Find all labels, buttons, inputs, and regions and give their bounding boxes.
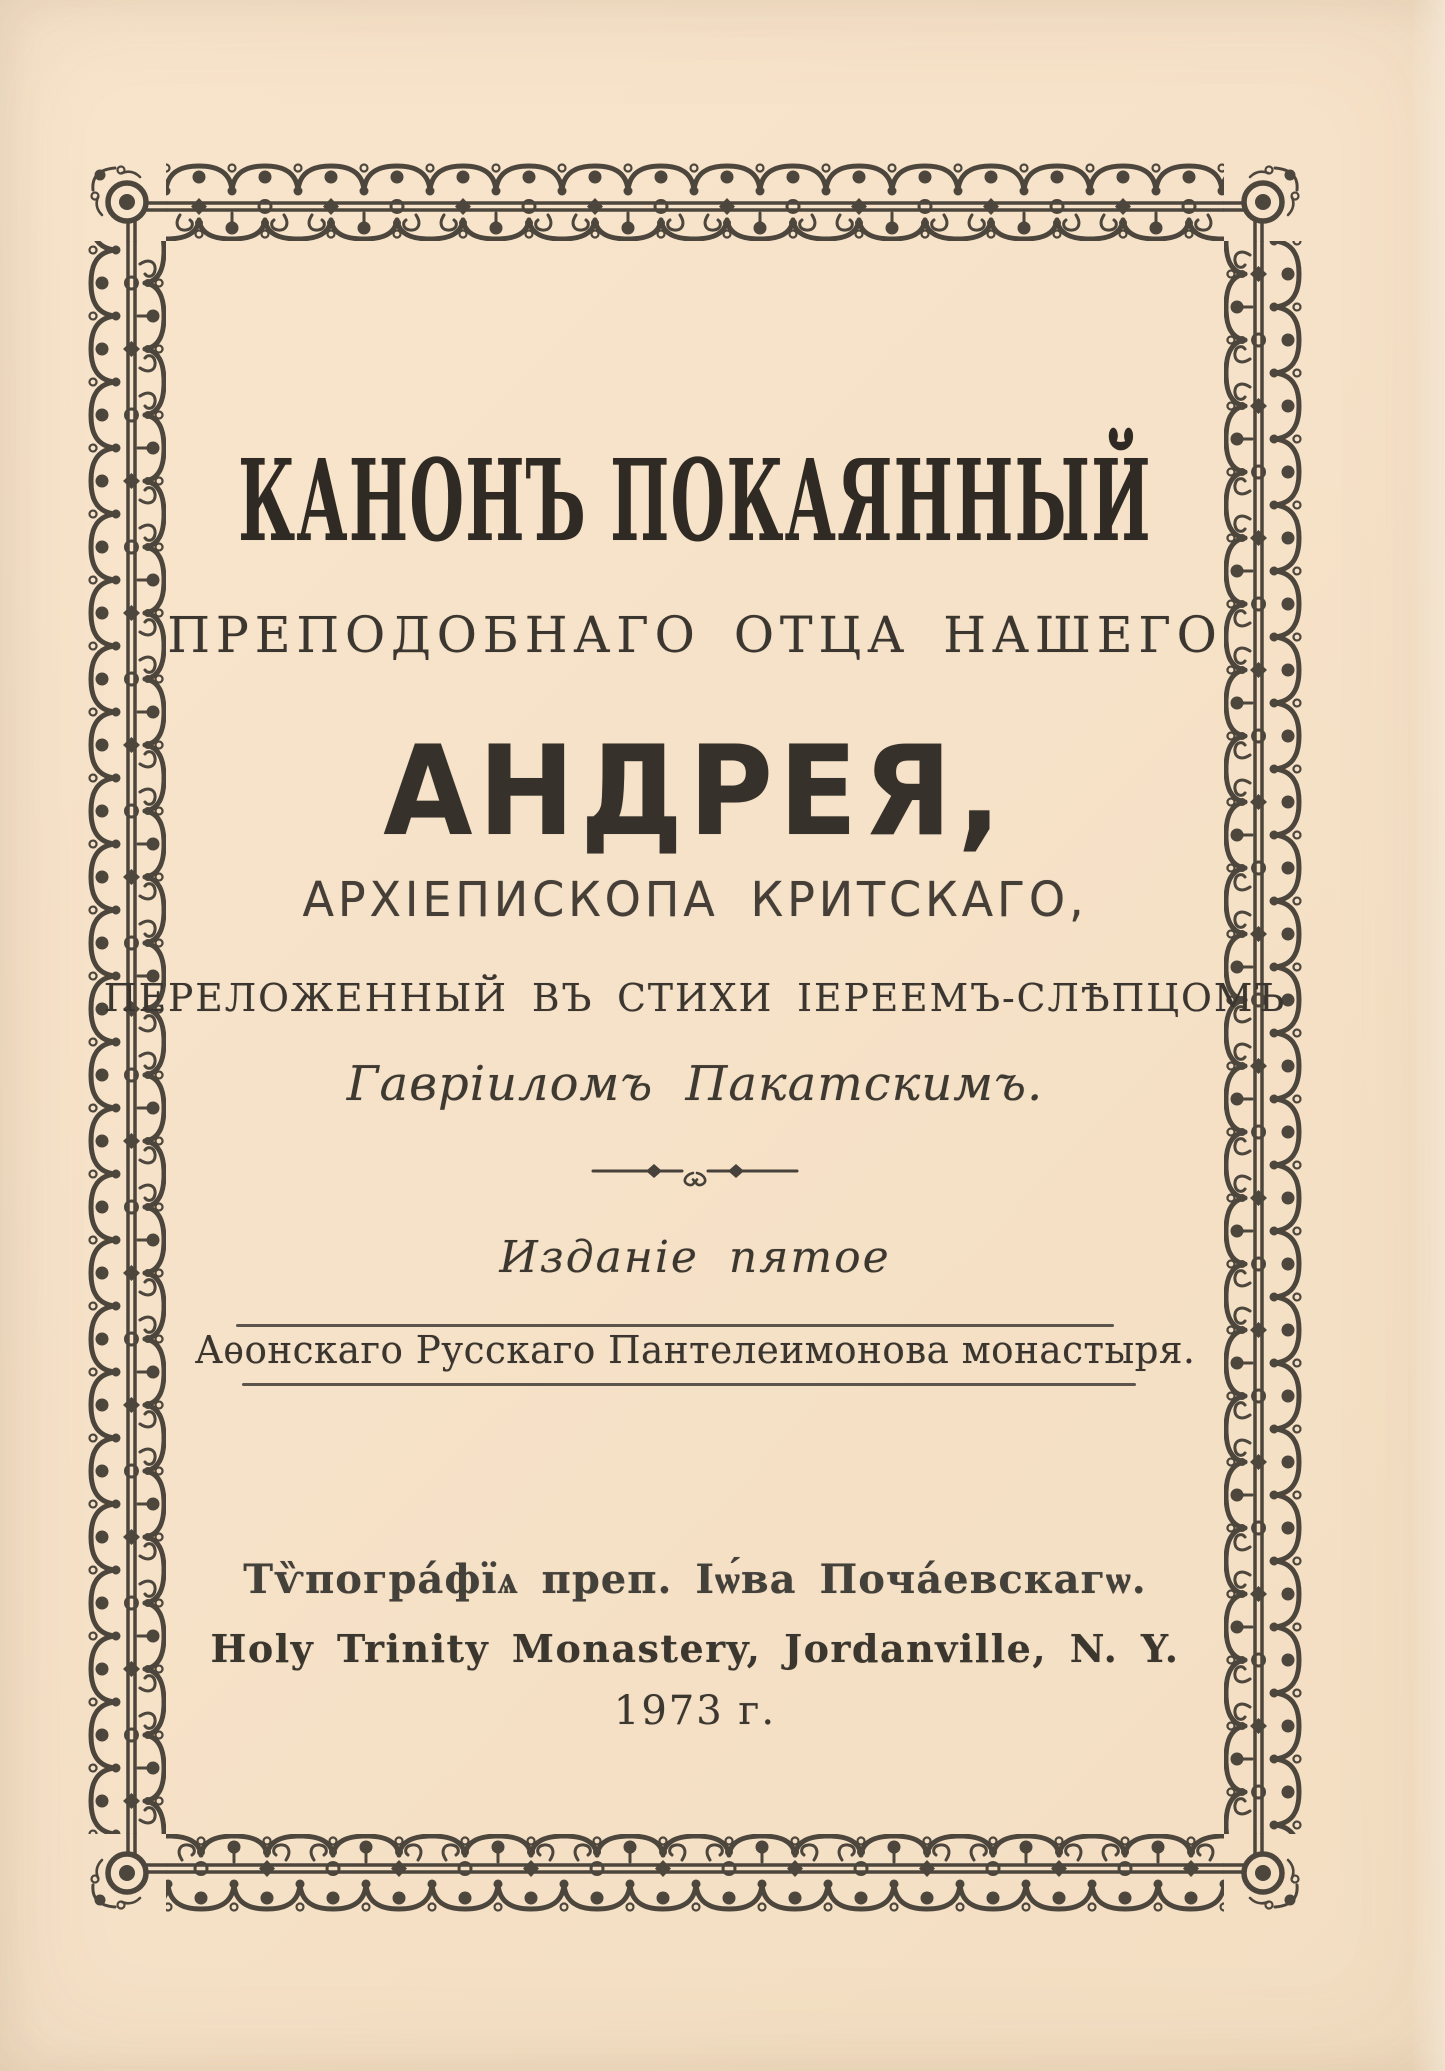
horizontal-rule-top [236,1324,1114,1327]
publisher-line: Аѳонскаго Русскаго Пантелеимонова монастыря. [194,1328,1196,1372]
author-name: Гавріиломъ Пакатскимъ. [346,1056,1044,1112]
horizontal-rule-bottom [242,1383,1136,1386]
book-title: КАНОНЪ ПОКАЯННЫЙ [238,436,1152,567]
saint-name: АНДРЕЯ, [383,720,1007,864]
imprint-slavonic: Тѷпогра́фїѧ преп. Іѡ́ва Поча́евскагѡ. [243,1556,1147,1603]
imprint-english: Holy Trinity Monastery, Jordanville, N. Y. [210,1626,1180,1671]
edition-note: Изданіе пятое [499,1232,891,1283]
ornamental-divider [590,1160,800,1190]
subtitle-archbishop: АРХІЕПИСКОПА КРИТСКАГО, [302,872,1088,928]
subtitle-venerable-father: ПРЕПОДОБНАГО ОТЦА НАШЕГО [167,606,1223,664]
publication-year: 1973 г. [613,1688,777,1734]
subtitle-verse-arrangement: ПЕРЕЛОЖЕННЫЙ ВЪ СТИХИ ІЕРЕЕМЪ-СЛѢПЦОМЪ [103,976,1287,1020]
